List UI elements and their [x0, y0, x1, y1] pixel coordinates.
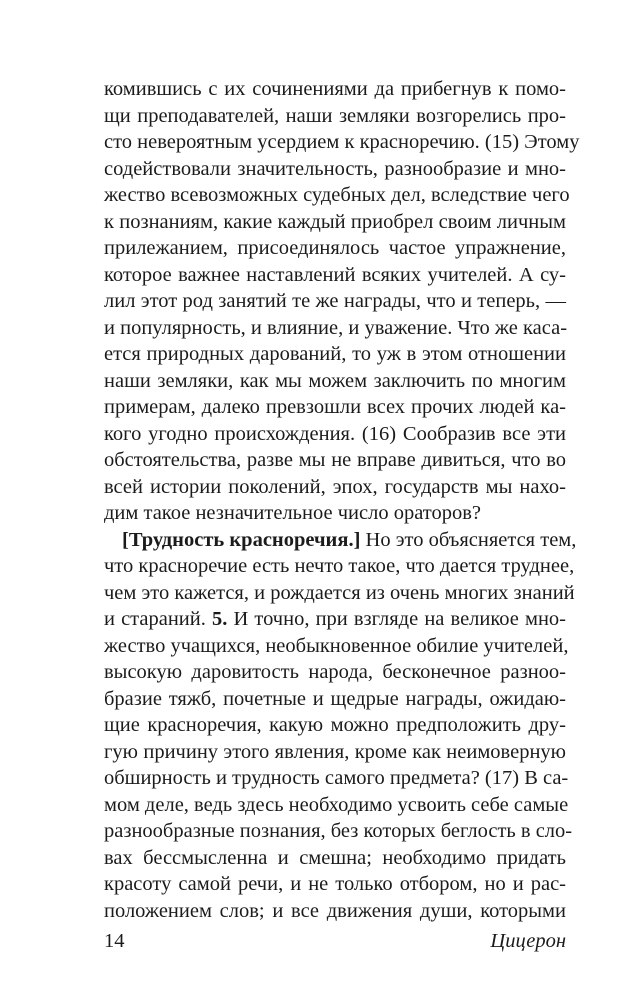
text-line: обстоятельства, разве мы не вправе дивиться, что во: [104, 449, 566, 471]
text-line: наши земляки, как мы можем заключить по многим: [104, 369, 566, 392]
text-line: вах бессмысленна и смешна; необходимо придать: [104, 846, 566, 869]
text-line: примерам, далеко превзошли всех прочих людей ка-: [104, 396, 566, 418]
text-line: и популярность, и влияние, и уважение. Что же каса-: [104, 316, 568, 339]
page-number: 14: [104, 930, 125, 952]
text-line: разнообразные познания, без которых беглость в сло-: [104, 820, 573, 842]
text-fragment: и стараний.: [104, 608, 212, 630]
text-fragment: И точно, при взгляде на великое мно-: [227, 608, 567, 630]
text-line: обширность и трудность самого предмета? (17) В са-: [104, 767, 569, 789]
book-page-text: [104, 76, 580, 924]
text-line: сто невероятным усердием к красноречию. (15) Этому: [104, 131, 580, 153]
text-line: содействовали значительность, разнообразие и мно-: [104, 157, 566, 180]
section-number: 5.: [212, 608, 228, 630]
text-line: положением слов; и все движения души, которыми: [104, 899, 566, 922]
text-line: высокую даровитость народа, бесконечное разноо-: [104, 661, 566, 683]
text-line: [104, 527, 577, 554]
text-line: красоту самой речи, и не только отбором, но и рас-: [104, 873, 566, 895]
running-title: Цицерон: [490, 930, 566, 952]
paragraph-2: [104, 527, 577, 925]
text-line: щи преподавателей, наши земляки возгорелись про-: [104, 104, 566, 127]
text-line: [104, 606, 566, 633]
text-line: прилежанием, присоединялось частое упражнение,: [104, 237, 566, 259]
text-line: чем это кажется, и рождается из очень многих знаний: [104, 581, 575, 604]
text-line: что красноречие есть нечто такое, что дается труднее,: [104, 555, 575, 577]
text-fragment: Но это объясняется тем,: [360, 528, 577, 551]
text-line: жество всевозможных судебных дел, вследствие чего: [104, 184, 570, 206]
text-line: дим такое незначительное число ораторов?: [104, 502, 481, 524]
paragraph-1: [104, 76, 580, 527]
text-line: к познаниям, какие каждый приобрел своим личным: [104, 210, 566, 233]
text-line: жество учащихся, необыкновенное обилие учителей,: [104, 634, 569, 657]
text-line: щие красноречия, какую можно предположить дру-: [104, 714, 566, 736]
text-line: всей истории поколений, эпох, государств мы нахо-: [104, 475, 566, 498]
text-line: кого угодно происхождения. (16) Сообразив все эти: [104, 422, 566, 445]
text-line: бразие тяжб, почетные и щедрые награды, ожидаю-: [104, 687, 566, 710]
text-line: гую причину этого явления, кроме как неимоверную: [104, 740, 566, 763]
text-line: мом деле, ведь здесь необходимо усвоить себе самые: [104, 793, 569, 816]
text-line: комившись с их сочинениями да прибегнув к помо-: [104, 78, 566, 100]
section-heading: [Трудность красноречия.]: [122, 528, 361, 551]
text-line: лил этот род занятий те же награды, что и теперь, —: [104, 290, 566, 312]
text-line: ется природных дарований, то уж в этом отношении: [104, 343, 566, 365]
text-line: которое важнее наставлений всяких учителей. А су-: [104, 263, 566, 286]
